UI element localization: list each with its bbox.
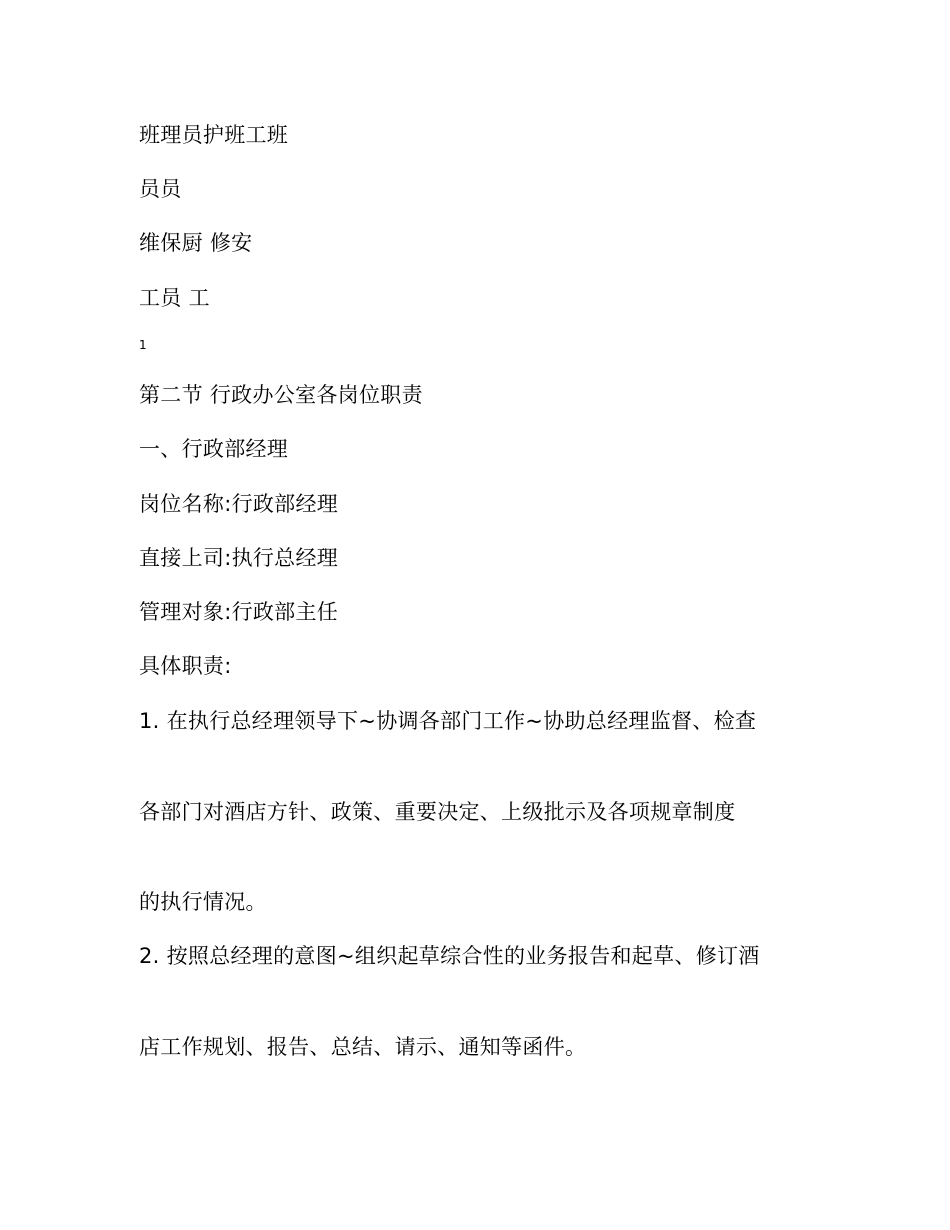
subsection-title: 一、行政部经理: [139, 437, 289, 461]
duty-1-line-3: 的执行情况。: [139, 890, 267, 914]
duty-1-line-2: 各部门对酒店方针、政策、重要决定、上级批示及各项规章制度: [139, 800, 736, 824]
managed-object: 管理对象:行政部主任: [139, 600, 339, 624]
duty-2-line-1: 2. 按照总经理的意图~组织起草综合性的业务报告和起草、修订酒: [139, 944, 760, 968]
section-title: 第二节 行政办公室各岗位职责: [139, 383, 423, 407]
duty-1-line-1: 1. 在执行总经理领导下~协调各部门工作~协助总经理监督、检查: [139, 709, 757, 733]
duties-heading: 具体职责:: [139, 654, 232, 678]
org-chart-text-line-3: 维保厨 修安: [139, 231, 253, 255]
org-chart-text-line-1: 班理员护班工班: [139, 123, 289, 147]
page-number: 1: [139, 338, 147, 352]
duty-2-line-2: 店工作规划、报告、总结、请示、通知等函件。: [139, 1035, 587, 1059]
position-name: 岗位名称:行政部经理: [139, 492, 339, 516]
org-chart-text-line-4: 工员 工: [139, 286, 210, 310]
org-chart-text-line-2: 员员: [139, 177, 182, 201]
direct-supervisor: 直接上司:执行总经理: [139, 546, 339, 570]
